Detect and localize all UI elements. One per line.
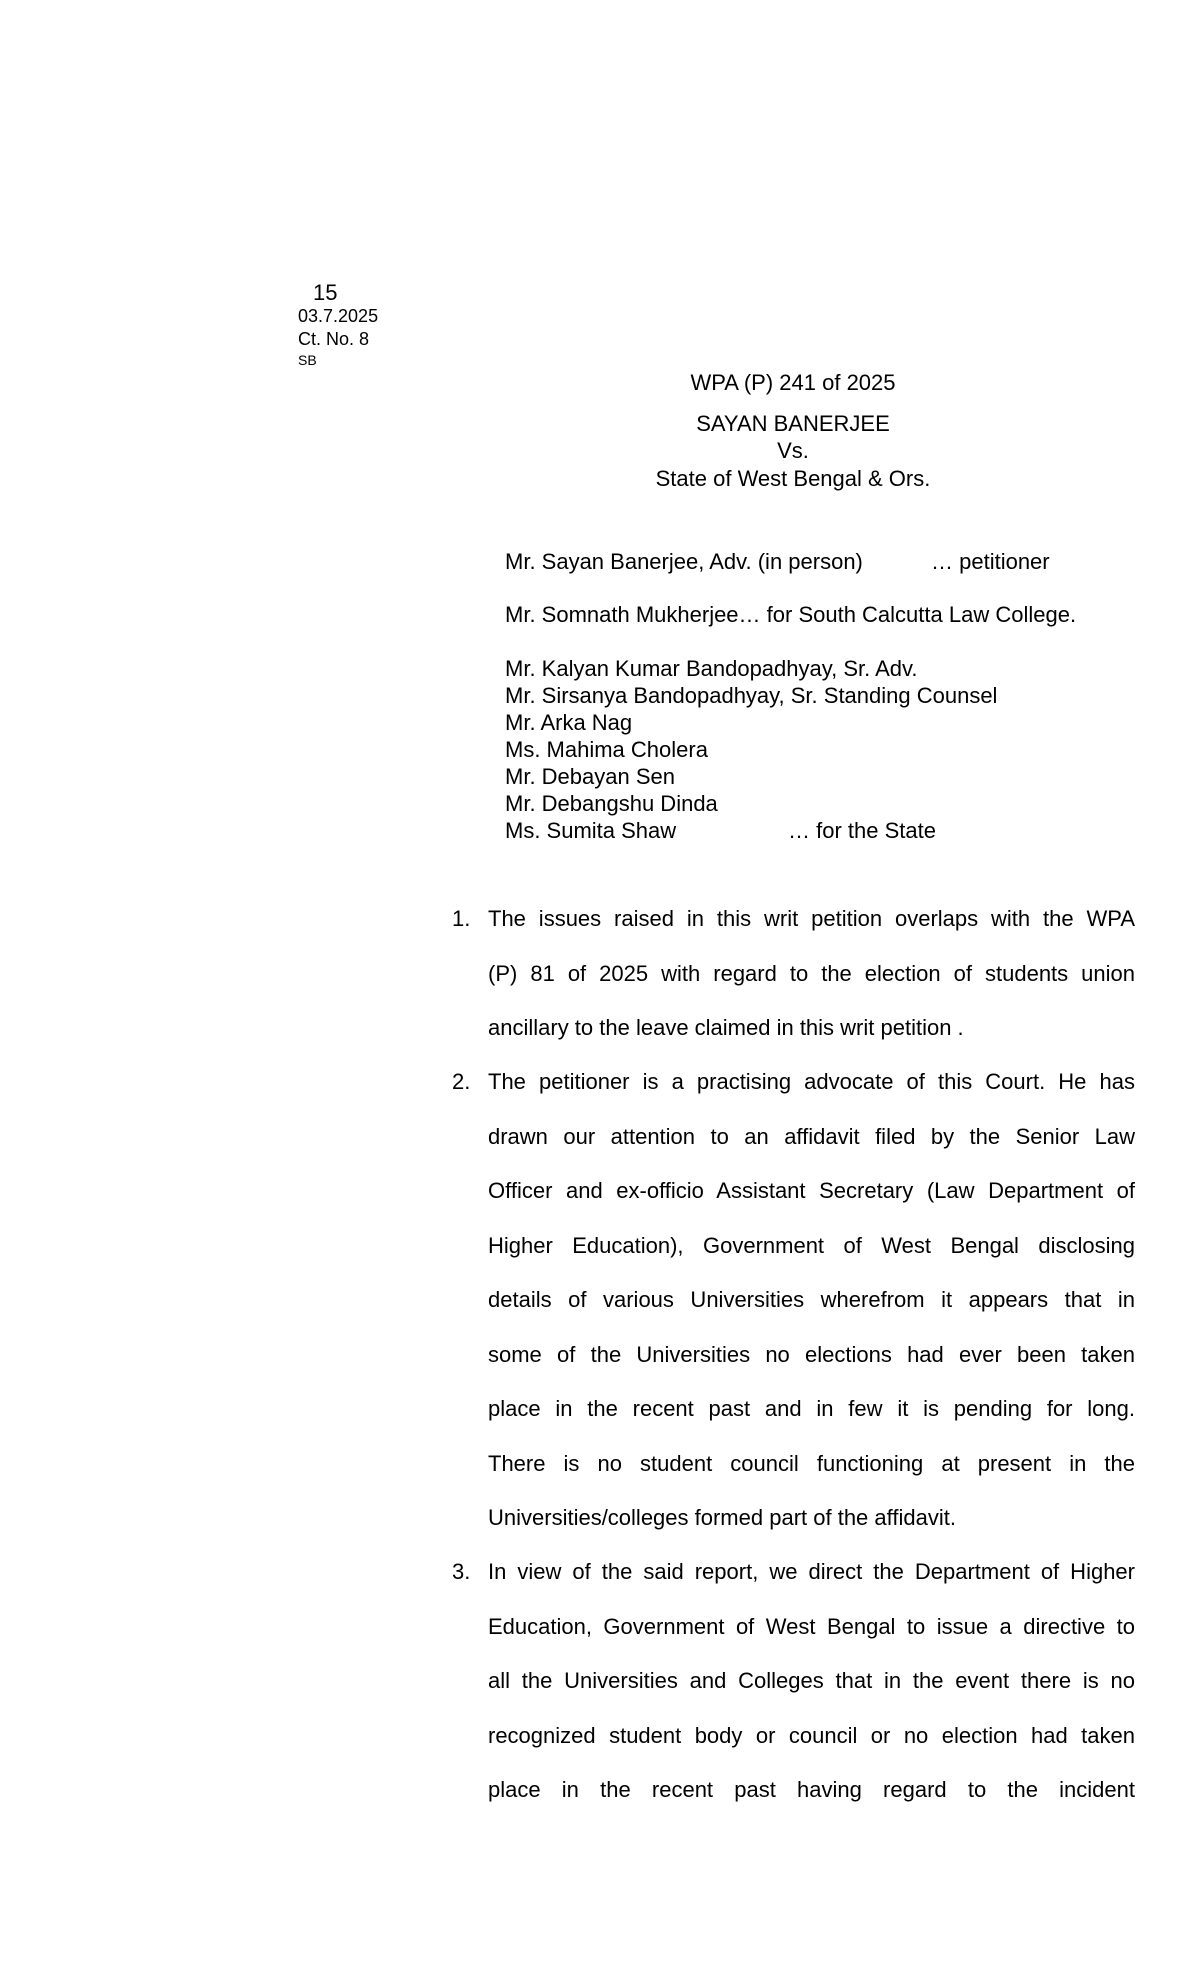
paragraph-number: 1. [452, 906, 471, 931]
case-number: WPA (P) 241 of 2025 [690, 370, 896, 395]
text-line: all the Universities and Colleges that in the event there is no [488, 1668, 1135, 1693]
paragraph-text [488, 1545, 1135, 1818]
paragraph-text [488, 892, 1135, 1056]
counsel-name: Mr. Sirsanya Bandopadhyay, Sr. Standing Counsel [505, 683, 998, 708]
text-line: details of various Universities wherefrom it appears that in [488, 1287, 1135, 1312]
text-line: Universities/colleges formed part of the affidavit. [488, 1505, 956, 1530]
initials: SB [298, 352, 317, 368]
text-line: place in the recent past and in few it is pending for long. [488, 1396, 1135, 1421]
text-line: In view of the said report, we direct the Department of Higher [488, 1559, 1135, 1584]
appearance-state [505, 655, 1105, 844]
text-line: Higher Education), Government of West Bengal disclosing [488, 1232, 1135, 1258]
counsel-name: Mr. Debayan Sen [505, 764, 675, 789]
text-line: ancillary to the leave claimed in this writ petition . [488, 1015, 964, 1040]
counsel-name: Mr. Arka Nag [505, 710, 633, 735]
paragraph-3 [452, 1545, 1135, 1825]
counsel-name: Mr. Debangshu Dinda [505, 791, 718, 816]
text-line: The issues raised in this writ petition overlaps with the WPA [488, 906, 1135, 931]
text-line: The petitioner is a practising advocate of this Court. He has [488, 1069, 1135, 1094]
counsel-role: … petitioner [931, 549, 1050, 574]
text-line: (P) 81 of 2025 with regard to the election of students union [488, 960, 1135, 986]
text-line: drawn our attention to an affidavit filed by the Senior Law [488, 1123, 1135, 1149]
text-line: some of the Universities no elections had ever been taken [488, 1341, 1135, 1367]
counsel-name: Mr. Kalyan Kumar Bandopadhyay, Sr. Adv. [505, 656, 918, 681]
appearance-petitioner [505, 548, 1105, 575]
text-line: recognized student body or council or no election had taken [488, 1722, 1135, 1748]
text-line: place in the recent past having regard to the incident [488, 1777, 1135, 1802]
paragraph-2 [452, 1055, 1135, 1555]
petitioner-name: SAYAN BANERJEE [696, 411, 890, 436]
paragraph-number: 2. [452, 1069, 471, 1094]
text-line: There is no student council functioning at present in the [488, 1450, 1135, 1476]
respondent-name: State of West Bengal & Ors. [655, 466, 931, 491]
appearance-college: Mr. Somnath Mukherjee… for South Calcutta Law College. [505, 602, 1077, 627]
text-line: Officer and ex-officio Assistant Secretary (Law Department of [488, 1178, 1135, 1203]
paragraph-number: 3. [452, 1559, 471, 1584]
order-date: 03.7.2025 [298, 306, 379, 326]
paragraph-text [488, 1055, 1135, 1546]
counsel-name: Ms. Sumita Shaw [505, 818, 677, 843]
counsel-name: Ms. Mahima Cholera [505, 737, 708, 762]
paragraph-1 [452, 892, 1135, 1062]
text-line: Education, Government of West Bengal to issue a directive to [488, 1613, 1135, 1639]
counsel-name: Mr. Sayan Banerjee, Adv. (in person) [505, 549, 863, 574]
counsel-name-with-role [505, 817, 1105, 844]
court-number: Ct. No. 8 [298, 329, 370, 349]
page-number: 15 [313, 280, 338, 305]
versus: Vs. [777, 438, 809, 463]
counsel-role: … for the State [788, 818, 936, 843]
